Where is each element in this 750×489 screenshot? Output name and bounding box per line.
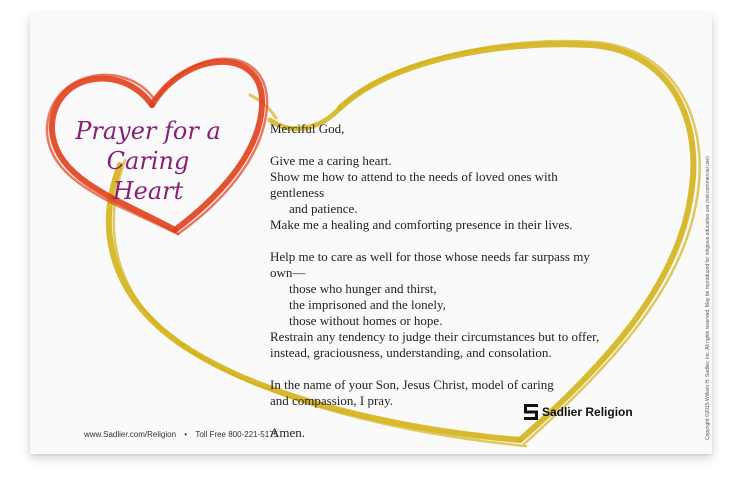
stanza3-line-2: and compassion, I pray. bbox=[270, 393, 393, 408]
salutation: Merciful God, bbox=[270, 121, 345, 136]
stanza2-line-6: instead, graciousness, understanding, and consolation. bbox=[270, 345, 552, 360]
footer bbox=[84, 430, 278, 439]
sadlier-logo-icon bbox=[524, 404, 538, 420]
stanza1-line-4: Make me a healing and comforting presence in their lives. bbox=[270, 217, 573, 232]
title-line-1: Prayer for a bbox=[75, 117, 221, 145]
stanza2-line-4: those without homes or hope. bbox=[289, 313, 443, 328]
stanza2-line-1: Help me to care as well for those whose needs far surpass my own— bbox=[270, 249, 590, 280]
prayer-title bbox=[68, 116, 228, 206]
stanza3-line-1: In the name of your Son, Jesus Christ, model of caring bbox=[270, 377, 554, 392]
brand-name: Sadlier Religion bbox=[542, 405, 633, 419]
stanza2-line-2: those who hunger and thirst, bbox=[289, 281, 437, 296]
footer-separator: • bbox=[184, 430, 188, 439]
stanza2-line-3: the imprisoned and the lonely, bbox=[289, 297, 446, 312]
phone-number: Toll Free 800-221-5175 bbox=[195, 430, 279, 439]
stanza1-line-1: Give me a caring heart. bbox=[270, 153, 392, 168]
stanza2-line-5: Restrain any tendency to judge their circumstances but to offer, bbox=[270, 329, 600, 344]
prayer-text bbox=[270, 121, 610, 441]
sadlier-brand bbox=[524, 404, 633, 420]
website-link[interactable]: www.Sadlier.com/Religion bbox=[84, 430, 177, 439]
title-line-3: Heart bbox=[112, 177, 184, 205]
copyright-notice: Copyright ©2015 William H. Sadlier, Inc. All rights reserved. May be reproduced for religious education use (not commercial use) bbox=[705, 156, 711, 440]
stanza1-line-2: Show me how to attend to the needs of loved ones with gentleness bbox=[270, 169, 558, 200]
stanza1-line-3: and patience. bbox=[289, 201, 358, 216]
title-line-2: Caring bbox=[106, 147, 190, 175]
closing: Amen. bbox=[270, 425, 306, 440]
